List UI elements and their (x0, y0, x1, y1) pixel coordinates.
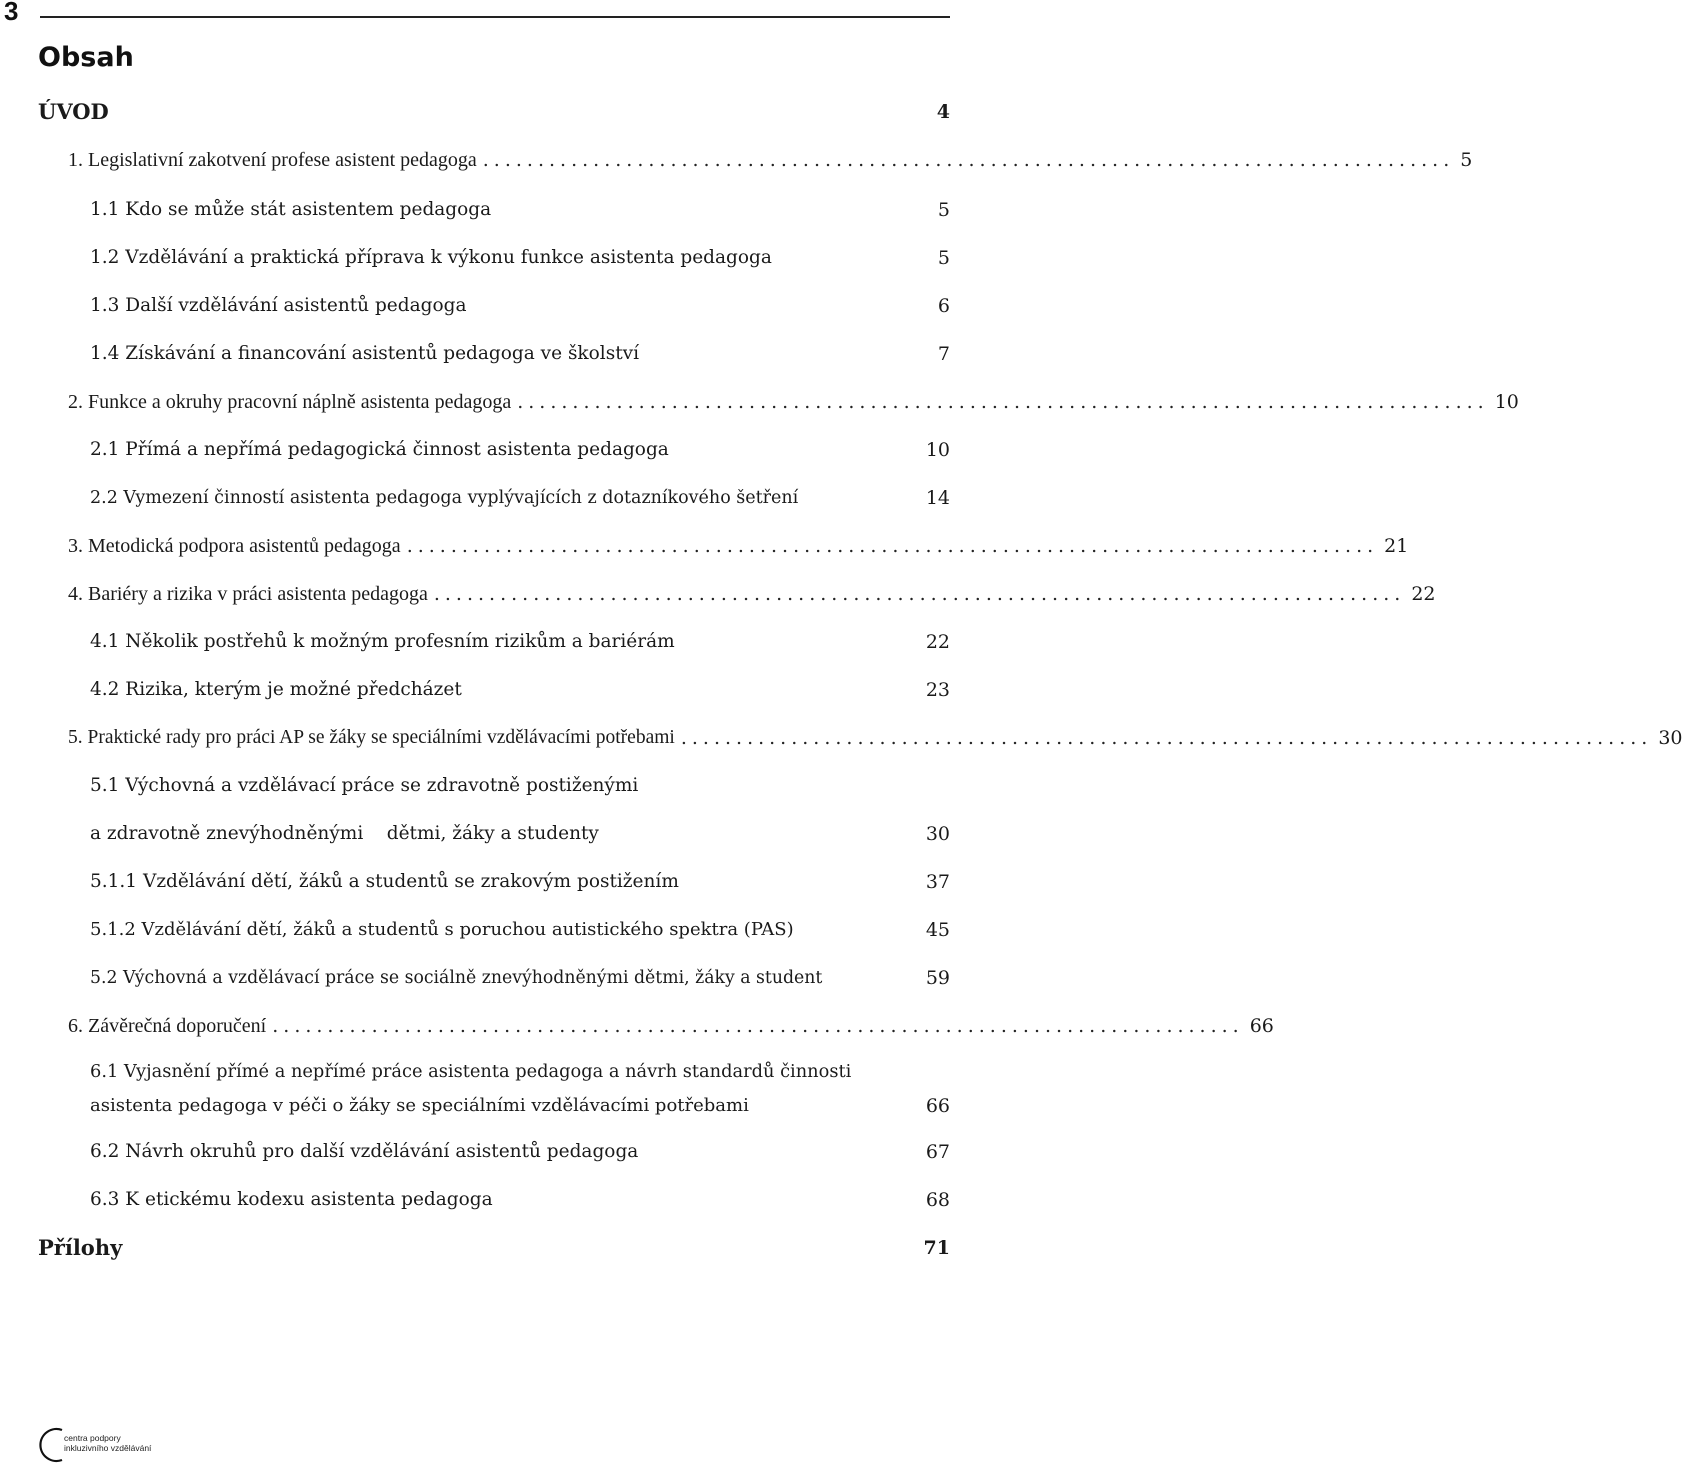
dot-leader: ........................................................................................ (680, 727, 1653, 749)
toc-entry-1-3[interactable] (90, 292, 950, 320)
toc-entry-page: 30 (1658, 727, 1683, 749)
toc-entry-page: 5 (937, 247, 950, 269)
toc-entry-page: 22 (1411, 583, 1436, 605)
toc-entry-text: 5.1.1 Vzdělávání dětí, žáků a studentů se zrakovým postižením (90, 871, 679, 892)
toc-entry-page: 66 (925, 1095, 950, 1117)
toc-entry-text: 5.2 Výchovná a vzdělávací práce se sociálně znevýhodněnými dětmi, žáky a student (90, 968, 823, 988)
toc-entry-4-1[interactable] (90, 628, 950, 656)
toc-entry-chapter-3[interactable] (68, 532, 1409, 560)
toc-entry-text: Přílohy (38, 1235, 123, 1260)
toc-entry-2-2[interactable] (90, 484, 950, 512)
toc-entry-page: 5 (937, 199, 950, 221)
toc-entry-uvod[interactable] (38, 98, 950, 126)
page-number: 3 (4, 0, 19, 26)
toc-entry-page: 14 (925, 487, 950, 509)
toc-entry-page: 22 (925, 631, 950, 653)
toc-entry-page: 5 (1460, 149, 1473, 171)
toc-entry-page: 7 (937, 343, 950, 365)
toc-entry-page: 10 (1494, 391, 1519, 413)
toc-entry-6-3[interactable] (90, 1186, 950, 1214)
toc-entry-1-1[interactable] (90, 196, 950, 224)
toc-entry-text: 5. Praktické rady pro práci AP se žáky se speciálními vzdělávacími potřebami (68, 727, 675, 748)
page-title: Obsah (38, 42, 134, 73)
toc-entry-page: 30 (925, 823, 950, 845)
toc-entry-page: 21 (1384, 535, 1409, 557)
toc-entry-chapter-2[interactable] (68, 388, 1519, 416)
toc-entry-5-1[interactable] (90, 772, 950, 800)
toc-entry-page: 4 (936, 101, 950, 123)
dot-leader: ........................................................................................ (517, 391, 1489, 413)
dot-leader: ........................................................................................ (272, 1015, 1244, 1037)
toc-entry-page: 71 (923, 1237, 950, 1259)
toc-entry-chapter-6[interactable] (68, 1012, 1274, 1040)
toc-entry-text: 6.1 Vyjasnění přímé a nepřímé práce asistenta pedagoga a návrh standardů činnosti (90, 1061, 852, 1082)
toc-entry-4-2[interactable] (90, 676, 950, 704)
toc-entry-text: 6.2 Návrh okruhů pro další vzdělávání asistentů pedagoga (90, 1141, 639, 1162)
toc-entry-text: 4.1 Několik postřehů k možným profesním rizikům a bariérám (90, 631, 675, 652)
toc-entry-text: 1.2 Vzdělávání a praktická příprava k výkonu funkce asistenta pedagoga (90, 247, 772, 268)
logo-text-line-1: centra podpory (64, 1433, 121, 1443)
toc-entry-text: 1.4 Získávání a financování asistentů pedagoga ve školství (90, 343, 639, 364)
toc-entry-prilohy[interactable] (38, 1234, 950, 1262)
toc-entry-text: 2.2 Vymezení činností asistenta pedagoga vyplývajících z dotazníkového šetření (90, 488, 799, 508)
dot-leader: ........................................................................................ (433, 583, 1406, 605)
toc-entry-6-1-continued[interactable] (90, 1092, 950, 1120)
toc-entry-5-1-1[interactable] (90, 868, 950, 896)
toc-entry-page: 59 (925, 967, 950, 989)
toc-entry-text: 5.1.2 Vzdělávání dětí, žáků a studentů s poruchou autistického spektra (PAS) (90, 919, 794, 940)
organization-logo (36, 1416, 176, 1466)
toc-entry-chapter-5[interactable] (68, 724, 1683, 752)
toc-entry-text: 2. Funkce a okruhy pracovní náplně asistenta pedagoga (68, 391, 512, 413)
toc-entry-text: 2.1 Přímá a nepřímá pedagogická činnost asistenta pedagoga (90, 439, 669, 460)
toc-entry-5-1-continued[interactable] (90, 820, 950, 848)
toc-entry-text: 6. Závěrečná doporučení (68, 1015, 267, 1037)
toc-entry-page: 66 (1249, 1015, 1274, 1037)
toc-entry-text: 1.1 Kdo se může stát asistentem pedagoga (90, 199, 492, 220)
dot-leader: ........................................................................................ (406, 535, 1379, 557)
toc-entry-text: a zdravotně znevýhodněnými dětmi, žáky a studenty (90, 823, 599, 844)
toc-entry-chapter-4[interactable] (68, 580, 1436, 608)
toc-entry-page: 37 (925, 871, 950, 893)
toc-entry-page: 23 (925, 679, 950, 701)
toc-entry-page: 68 (925, 1189, 950, 1211)
toc-entry-text: 3. Metodická podpora asistentů pedagoga (68, 535, 401, 557)
toc-entry-page: 67 (925, 1141, 950, 1163)
toc-entry-chapter-1[interactable] (68, 146, 1473, 174)
toc-entry-page: 6 (937, 295, 950, 317)
toc-entry-text: 4.2 Rizika, kterým je možné předcházet (90, 679, 462, 700)
toc-entry-5-2[interactable] (90, 964, 950, 992)
toc-entry-1-2[interactable] (90, 244, 950, 272)
toc-entry-text: 4. Bariéry a rizika v práci asistenta pedagoga (68, 583, 428, 605)
toc-entry-2-1[interactable] (90, 436, 950, 464)
toc-entry-text: 1. Legislativní zakotvení profese asistent pedagoga (68, 149, 477, 171)
toc-entry-page: 45 (925, 919, 950, 941)
toc-entry-6-2[interactable] (90, 1138, 950, 1166)
toc-entry-text: asistenta pedagoga v péči o žáky se speciálními vzdělávacími potřebami (90, 1095, 749, 1116)
toc-entry-5-1-2[interactable] (90, 916, 950, 944)
toc-entry-text: ÚVOD (38, 99, 109, 124)
toc-entry-page: 10 (925, 439, 950, 461)
toc-entry-text: 6.3 K etickému kodexu asistenta pedagoga (90, 1189, 493, 1210)
toc-entry-text: 5.1 Výchovná a vzdělávací práce se zdravotně postiženými (90, 775, 639, 796)
toc-entry-1-4[interactable] (90, 340, 950, 368)
toc-entry-text: 1.3 Další vzdělávání asistentů pedagoga (90, 295, 467, 316)
dot-leader: ........................................................................................ (482, 149, 1455, 171)
logo-text-line-2: inkluzivního vzdělávání (64, 1443, 152, 1453)
toc-entry-6-1[interactable] (90, 1058, 950, 1086)
